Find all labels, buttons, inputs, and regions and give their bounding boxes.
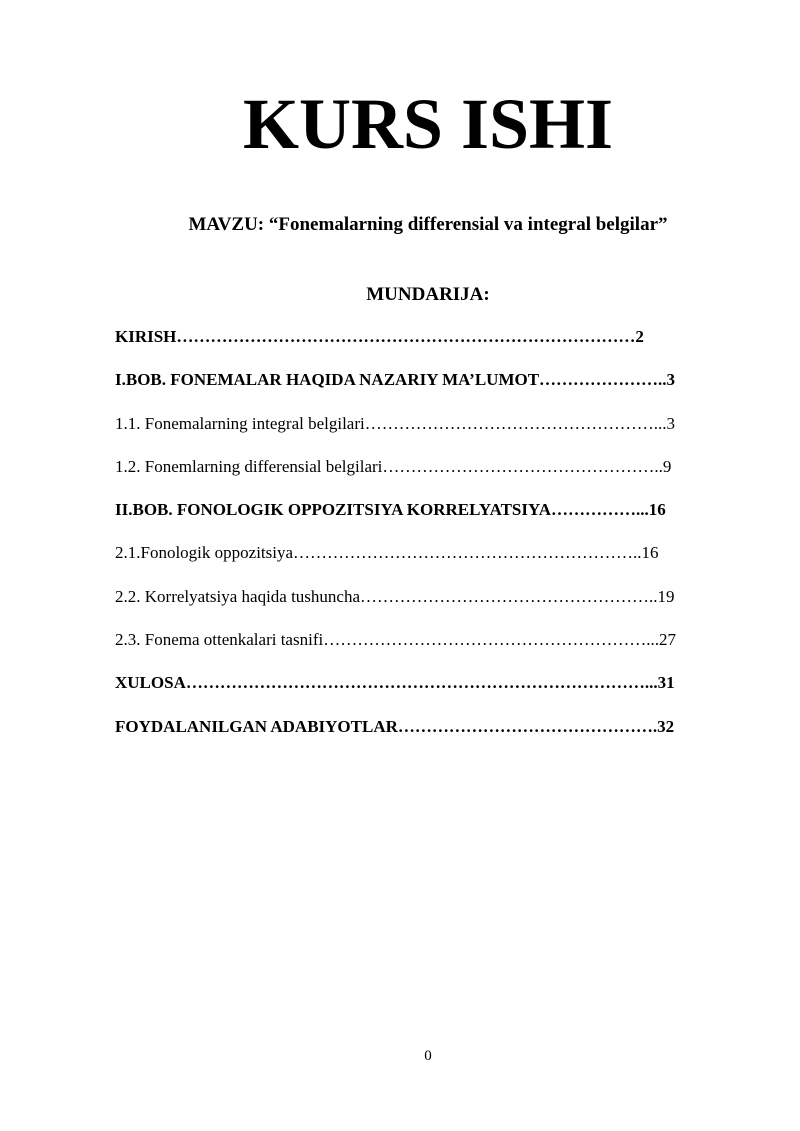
- page-number: 0: [424, 1048, 432, 1064]
- document-subject: MAVZU: “Fonemalarning differensial va integral belgilar”: [188, 214, 668, 235]
- toc-entry-section-2-3: 2.3. Fonema ottenkalari tasnifi…………………………………………………...27: [115, 630, 676, 650]
- toc-entry-bibliography: FOYDALANILGAN ADABIYOTLAR……………………………………….32: [115, 716, 675, 736]
- toc-entry-section-2-2: 2.2. Korrelyatsiya haqida tushuncha……………………………………………..19: [115, 586, 675, 606]
- table-of-contents: [115, 326, 755, 759]
- toc-entry-section-1-2: 1.2. Fonemlarning differensial belgilari…………………………………………..9: [115, 456, 672, 476]
- toc-entry-chapter-2: II.BOB. FONOLOGIK OPPOZITSIYA KORRELYATSIYA……………...16: [115, 500, 666, 520]
- toc-entry-chapter-1: I.BOB. FONEMALAR HAQIDA NAZARIY MA’LUMOT…………………..3: [115, 370, 676, 390]
- toc-heading: MUNDARIJA:: [366, 284, 490, 305]
- toc-entry-section-1-1: 1.1. Fonemalarning integral belgilari……………………………………………...3: [115, 413, 675, 433]
- toc-entry-xulosa: XULOSA………………………………………………………………………...31: [115, 673, 675, 693]
- document-title: KURS ISHI: [242, 84, 614, 164]
- toc-entry-kirish: KIRISH………………………………………………………………………2: [115, 327, 644, 346]
- toc-entry-section-2-1: 2.1.Fonologik oppozitsiya……………………………………………………..16: [115, 543, 659, 563]
